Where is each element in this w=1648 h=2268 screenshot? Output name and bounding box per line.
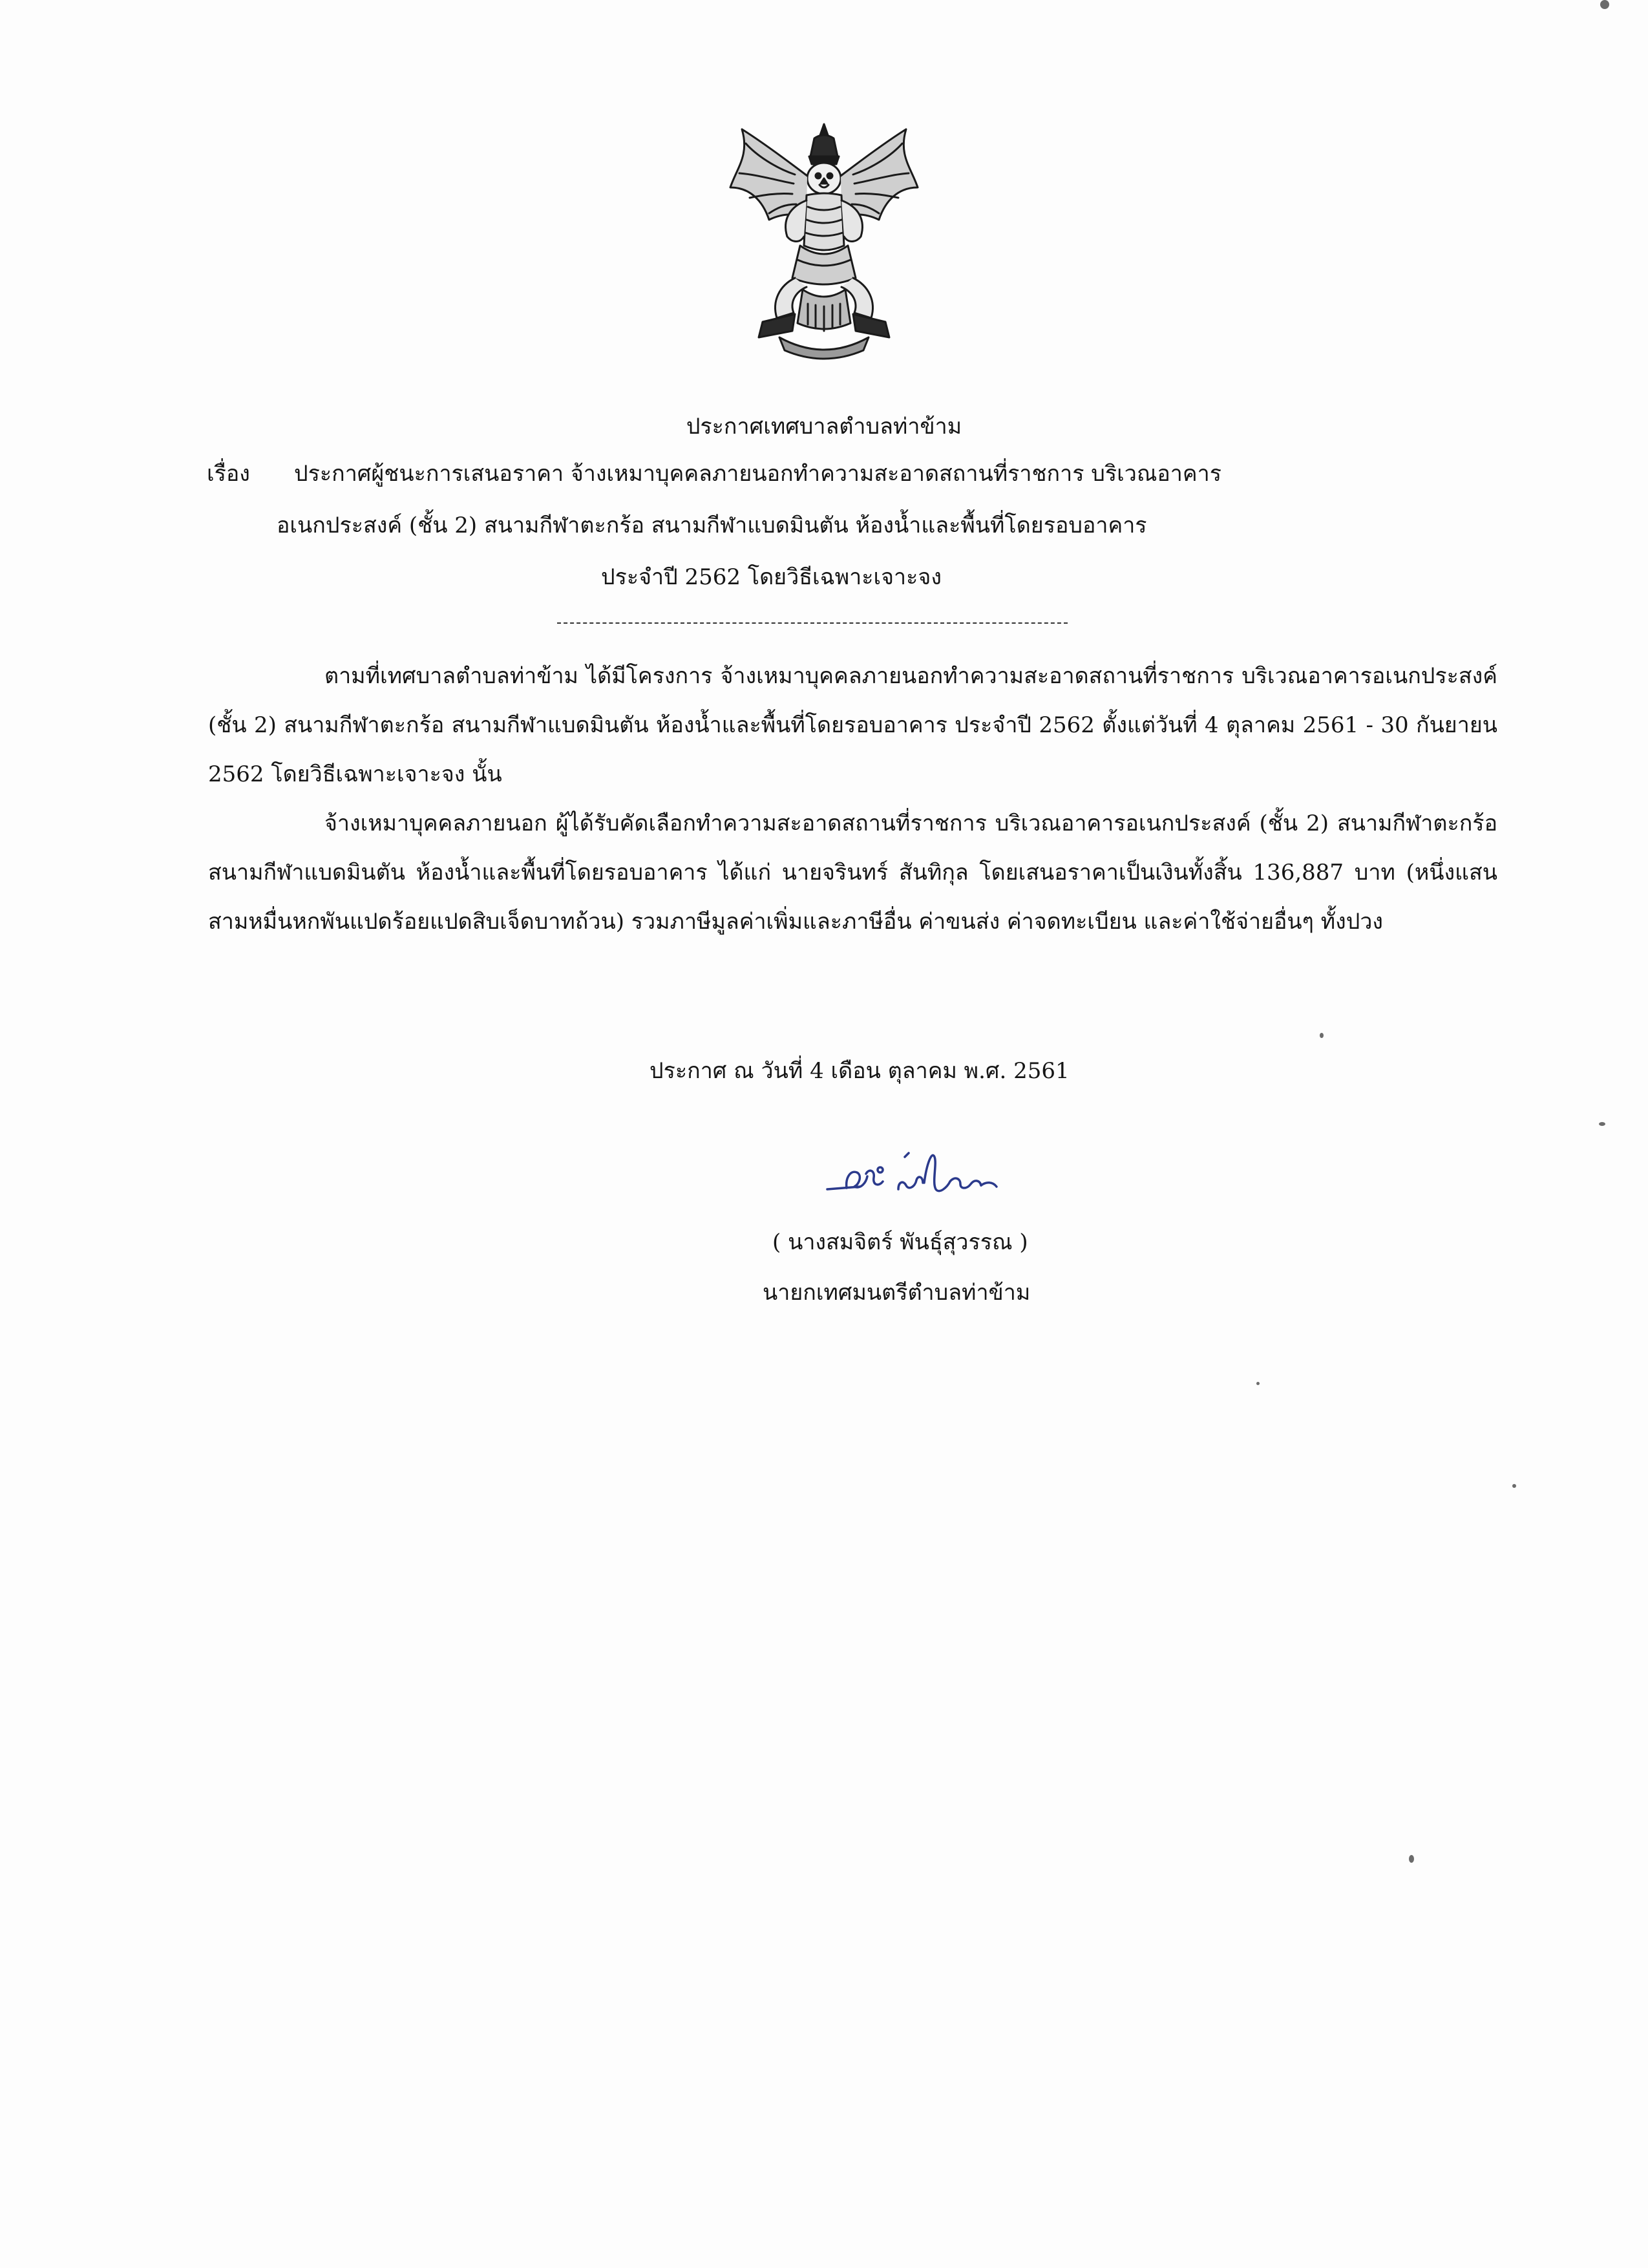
body-paragraph-1: ตามที่เทศบาลตำบลท่าข้าม ได้มีโครงการ จ้างเหมาบุคคลภายนอกทำความสะอาดสถานที่ราชการ บริเวณอาคารอเนกประสงค์ (ชั้น 2) สนามกีฬาตะกร้อ สนามกีฬาแบดมินตัน ห้องน้ำและพื้นที่โดยรอบอาคาร ประจำปี 2562 ตั้งแต่วันที่ 4 ตุลาคม 2561 - 30 กันยายน 2562 โดยวิธีเฉพาะเจาะจง นั้น bbox=[208, 663, 1497, 787]
handwritten-signature bbox=[821, 1144, 1041, 1222]
scan-speck bbox=[1599, 1122, 1605, 1126]
divider-line bbox=[557, 622, 1068, 624]
signatory-position: นายกเทศมนตรีตำบลท่าข้าม bbox=[763, 1280, 1031, 1306]
garuda-emblem-icon bbox=[717, 116, 931, 368]
scan-speck bbox=[1320, 1033, 1324, 1038]
announcement-date: ประกาศ ณ วันที่ 4 เดือน ตุลาคม พ.ศ. 2561 bbox=[650, 1058, 1070, 1084]
subject-line-1: ประกาศผู้ชนะการเสนอราคา จ้างเหมาบุคคลภายนอกทำความสะอาดสถานที่ราชการ บริเวณอาคาร bbox=[294, 461, 1221, 487]
scan-speck bbox=[1512, 1484, 1516, 1488]
subject-label: เรื่อง bbox=[207, 461, 250, 487]
scan-speck bbox=[1600, 0, 1609, 9]
announcement-title: ประกาศเทศบาลตำบลท่าข้าม bbox=[686, 414, 962, 440]
signatory-name: ( นางสมจิตร์ พันธุ์สุวรรณ ) bbox=[772, 1229, 1028, 1255]
subject-line-3: ประจำปี 2562 โดยวิธีเฉพาะเจาะจง bbox=[601, 564, 942, 590]
body-paragraph-2: จ้างเหมาบุคคลภายนอก ผู้ได้รับคัดเลือกทำความสะอาดสถานที่ราชการ บริเวณอาคารอเนกประสงค์ (ชั้น 2) สนามกีฬาตะกร้อ สนามกีฬาแบดมินตัน ห้องน้ำและพื้นที่โดยรอบอาคาร ได้แก่ นายจรินทร์ สันทิกุล โดยเสนอราคาเป็นเงินทั้งสิ้น 136,887 บาท (หนึ่งแสนสามหมื่นหกพันแปดร้อยแปดสิบเจ็ดบาทถ้วน) รวมภาษีมูลค่าเพิ่มและภาษีอื่น ค่าขนส่ง ค่าจดทะเบียน และค่าใช้จ่ายอื่นๆ ทั้งปวง bbox=[208, 811, 1497, 935]
subject-line-2: อเนกประสงค์ (ชั้น 2) สนามกีฬาตะกร้อ สนามกีฬาแบดมินตัน ห้องน้ำและพื้นที่โดยรอบอาคาร bbox=[277, 513, 1147, 538]
scan-speck bbox=[1409, 1855, 1414, 1863]
scan-speck bbox=[1256, 1382, 1260, 1385]
